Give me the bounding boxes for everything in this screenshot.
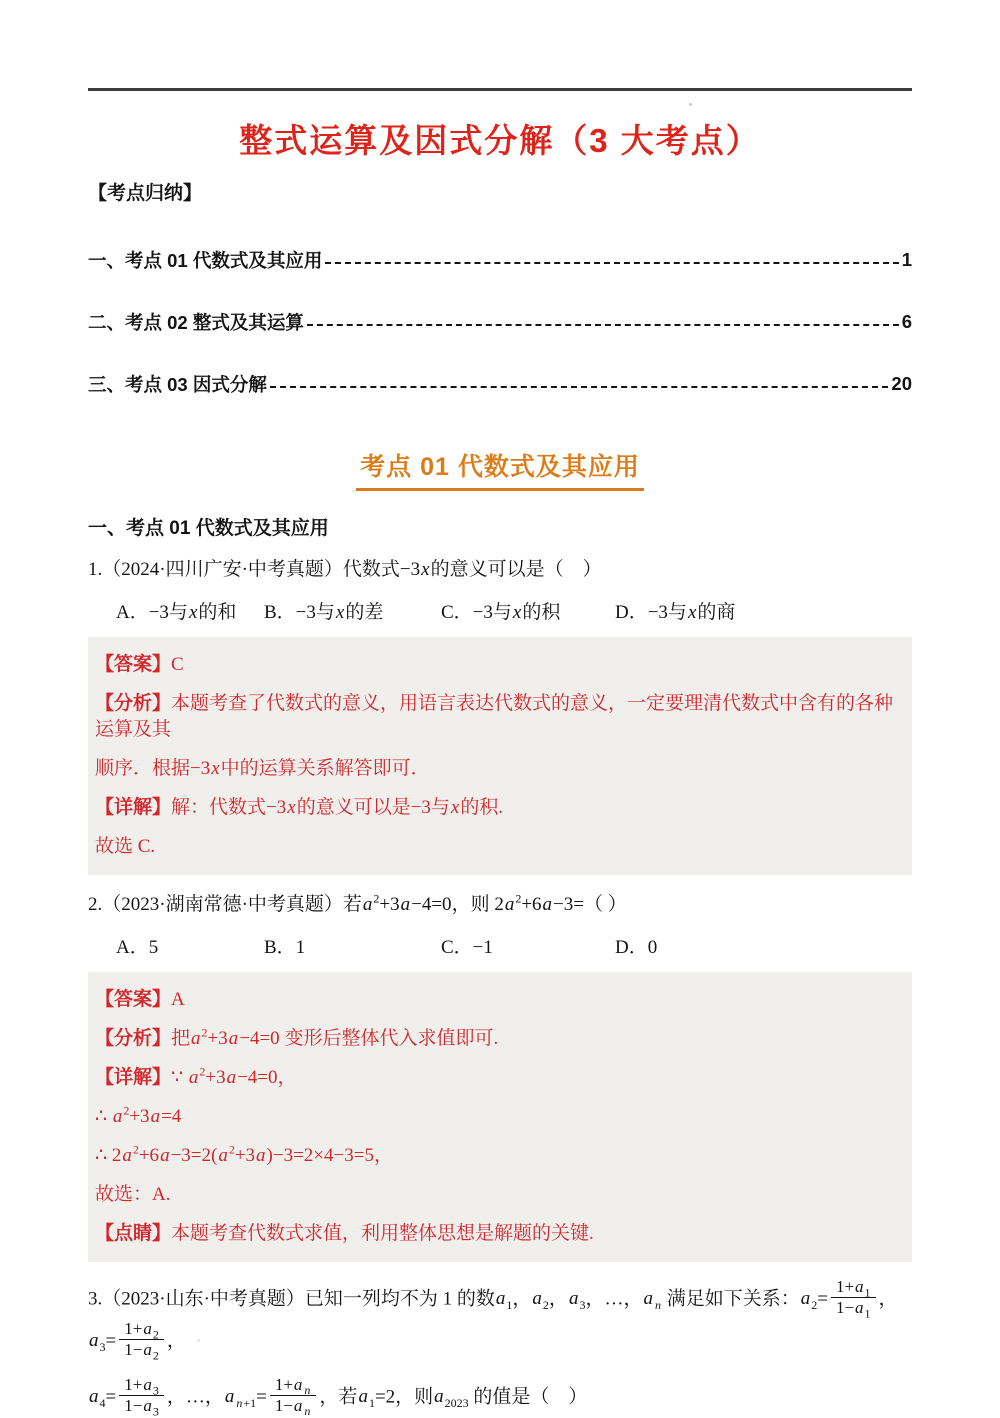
section-heading-wrap [88,447,912,491]
option-c: C．−3与x的积 [441,602,561,623]
option-c: C．−1 [441,937,493,958]
answer-tag: 【答案】 [95,653,172,675]
tip-tag: 【点睛】 [95,1222,172,1244]
option-b: B．−3与x的差 [264,602,384,623]
header-rule [88,88,912,91]
analysis-line [95,684,902,749]
toc-dotted-leader [325,262,898,264]
analysis-text: 顺序．根据−3x中的运算关系解答即可． [95,757,430,779]
exam-points-summary-label: 【考点归纳】 [88,183,203,204]
answer-block-2 [88,972,912,1262]
derivation-line [95,1097,902,1136]
derivation-text: ∴ $a^2+3a=4$ [95,1103,182,1127]
derivation-text: ∴ $2a^2+6a-3=2(a^2+3a)-3=2\times 4-3=5$， [95,1142,393,1166]
answer-block-1 [88,637,912,875]
question-3-stem-line1: 3.（2023·山东·中考真题）已知一列均不为 1 的数$a_1$，$a_2$，$a_3$，…，a $_n$ 满足如下关系：$a_2=$ $\frac{1+a_1}{1-a_1}$ ，$a_3=$ $\frac{1+a_2}{1-a_2}$ ， [88,1277,898,1363]
solution-line [95,1058,902,1097]
section-heading-kaodian-01: 考点 01 代数式及其应用 [356,447,644,491]
toc-entry-02 [88,309,912,335]
document-title: 整式运算及因式分解（3 大考点） [239,122,761,159]
toc-entry-label: 三、考点 03 因式分解 [88,374,267,395]
question-1-options [88,597,912,624]
question-2-options [88,932,912,959]
answer-text: C [171,653,184,675]
question-1-stem: 1.（2024·四川广安·中考真题）代数式−3x的意义可以是（ ） [88,559,602,580]
solution-tag: 【详解】 [95,1066,172,1088]
analysis-text: 把$a^2+3a-4=0$ 变形后整体代入求值即可. [171,1025,499,1049]
tip-text: 本题考查代数式求值，利用整体思想是解题的关键. [171,1222,594,1244]
choose-line [95,827,902,866]
document-page [88,0,912,1418]
option-b: B．1 [264,937,306,958]
derivation-line [95,1136,902,1175]
toc-page-number: 6 [901,311,912,332]
analysis-line-cont [95,749,902,788]
toc-page-number: 1 [901,249,912,270]
toc-entry-label: 二、考点 02 整式及其运算 [88,312,304,333]
solution-text: 解：代数式−3x的意义可以是−3与x的积. [171,796,504,818]
analysis-line [95,1019,902,1058]
option-d: D．0 [615,937,658,958]
question-3-stem-line2: $a_4=$ $\frac{1+a_3}{1-a_3}$ ，…，a $_{n+1}$= $\frac{1+a _n}{1-a _n}$ ，若$a_1=2$，则$a_{2023}$ 的值是（ ） [89,1374,588,1418]
question-2-stem: 2.（2023·湖南常德·中考真题）若$a^2+3a-4=0$，则 $2a^2+6a-3=$（ ） [88,891,627,915]
answer-line [95,645,902,684]
solution-line [95,788,902,827]
answer-text: A [171,988,185,1010]
tip-line [95,1214,902,1253]
toc-dotted-leader [307,324,899,326]
toc-entry-01 [88,247,912,273]
option-a: A．5 [116,937,159,958]
analysis-tag: 【分析】 [95,692,172,714]
choose-text: 故选：A. [95,1183,171,1205]
question-3 [88,1279,912,1418]
solution-text: ∵ $a^2+3a-4=0$， [171,1064,297,1088]
option-a: A．−3与x的和 [116,602,237,623]
toc-dotted-leader [270,386,889,388]
subsection-heading: 一、考点 01 代数式及其应用 [88,518,329,539]
analysis-text: 本题考查了代数式的意义，用语言表达代数式的意义，一定要理清代数式中含有的各种运算及其 [95,692,894,740]
solution-tag: 【详解】 [95,796,172,818]
toc-entry-label: 一、考点 01 代数式及其应用 [88,250,323,271]
answer-line [95,980,902,1019]
toc-page-number: 20 [891,373,912,394]
choose-line [95,1175,902,1214]
table-of-contents [88,247,912,397]
option-d: D．−3与x的商 [615,602,736,623]
choose-text: 故选 C. [95,835,156,857]
toc-entry-03 [88,371,912,397]
answer-tag: 【答案】 [95,988,172,1010]
analysis-tag: 【分析】 [95,1027,172,1049]
